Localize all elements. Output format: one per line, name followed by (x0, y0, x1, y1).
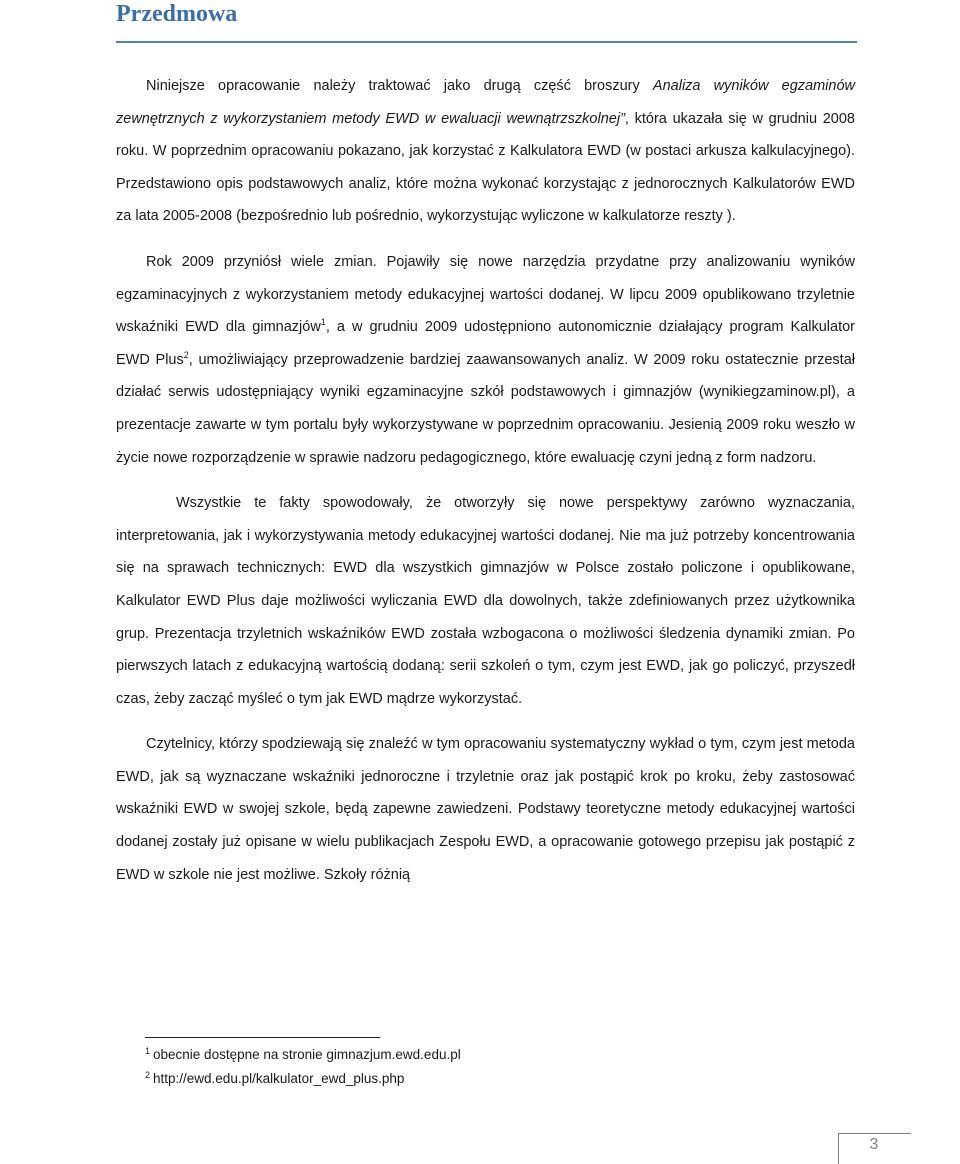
footnote-2 (145, 1067, 845, 1091)
body-text (116, 70, 855, 891)
paragraph-1-start: Niniejsze opracowanie należy traktować jako drugą część broszury (146, 78, 653, 94)
footnote-text: obecnie dostępne na stronie gimnazjum.ewd.edu.pl (153, 1047, 461, 1062)
footnote-text: http://ewd.edu.pl/kalkulator_ewd_plus.php (153, 1071, 405, 1086)
paragraph-4: Czytelnicy, którzy spodziewają się znaleźć w tym opracowaniu systematyczny wykład o tym, czym jest metoda EWD, jak są wyznaczane wskaźniki jednoroczne i trzyletnie oraz jak postąpić krok po kroku, żeby zastosować wskaźniki EWD w swojej szkole, będą zapewne zawiedzeni. Podstawy teoretyczne metody edukacyjnej wartości dodanej zostały już opisane w wielu publikacjach Zespołu EWD, a opracowanie gotowego przepisu jak postąpić z EWD w szkole nie jest możliwe. Szkoły różnią (116, 736, 855, 883)
paragraph-1 (116, 70, 855, 233)
footnote-1 (145, 1043, 845, 1067)
paragraph-2 (116, 246, 855, 474)
footnote-separator (145, 1037, 380, 1038)
footnote-number: 2 (145, 1069, 151, 1080)
footnote-ref-1: 1 (320, 317, 326, 328)
paragraph-2-part-b: , a w grudniu 2009 udostępniono autonomicznie działający program Kalkulator EWD Plus (116, 319, 855, 368)
heading-underline (116, 41, 857, 43)
paragraph-2-part-c: , umożliwiający przeprowadzenie bardziej zaawansowanych analiz. W 2009 roku ostatecznie przestał działać serwis udostępniający wyniki egzaminacyjne szkół podstawowych i gimnazjów (wynikiegzaminow.pl), a prezentacje zawarte w tym portalu były wykorzystywane w poprzednim opracowaniu. Jesienią 2009 roku weszło w życie nowe rozporządzenie w sprawie nadzoru pedagogicznego, które ewaluację czyni jedną z form nadzoru. (116, 351, 855, 466)
section-heading: Przedmowa (116, 1, 238, 27)
paragraph-2-part-a: Rok 2009 przyniósł wiele zmian. Pojawiły się nowe narzędzia przydatne przy analizowaniu wyników egzaminacyjnych z wykorzystaniem metody edukacyjnej wartości dodanej. W lipcu 2009 opublikowano trzyletnie wskaźniki EWD dla gimnazjów (116, 253, 855, 336)
footnotes (145, 1043, 845, 1091)
paragraph-1-end: , która ukazała się w grudniu 2008 roku. W poprzednim opracowaniu pokazano, jak korzystać z Kalkulatora EWD (w postaci arkusza kalkulacyjnego). Przedstawiono opis podstawowych analiz, które można wykonać korzystając z jednorocznych Kalkulatorów EWD za lata 2005-2008 (bezpośrednio lub pośrednio, wykorzystując wyliczone w kalkulatorze reszty ). (116, 110, 855, 225)
page-number: 3 (869, 1136, 879, 1153)
brochure-title: Analiza wyników egzaminów zewnętrznych z wykorzystaniem metody EWD w ewaluacji wewnątrzszkolnej” (116, 78, 856, 127)
footnote-ref-2: 2 (183, 349, 189, 360)
paragraph-3: Wszystkie te fakty spowodowały, że otworzyły się nowe perspektywy zarówno wyznaczania, interpretowania, jak i wykorzystywania metody edukacyjnej wartości dodanej. Nie ma już potrzeby koncentrowania się na sprawach technicznych: EWD dla wszystkich gimnazjów w Polsce zostało policzone i opublikowane, Kalkulator EWD Plus daje możliwości wyliczania EWD dla dowolnych, także zdefiniowanych przez użytkownika grup. Prezentacja trzyletnich wskaźników EWD została wzbogacona o możliwości śledzenia dynamiki zmian. Po pierwszych latach z edukacyjną wartością dodaną: serii szkoleń o tym, czym jest EWD, jak go policzyć, przyszedł czas, żeby zacząć myśleć o tym jak EWD mądrze wykorzystać. (116, 495, 855, 707)
footnote-number: 1 (145, 1045, 151, 1056)
